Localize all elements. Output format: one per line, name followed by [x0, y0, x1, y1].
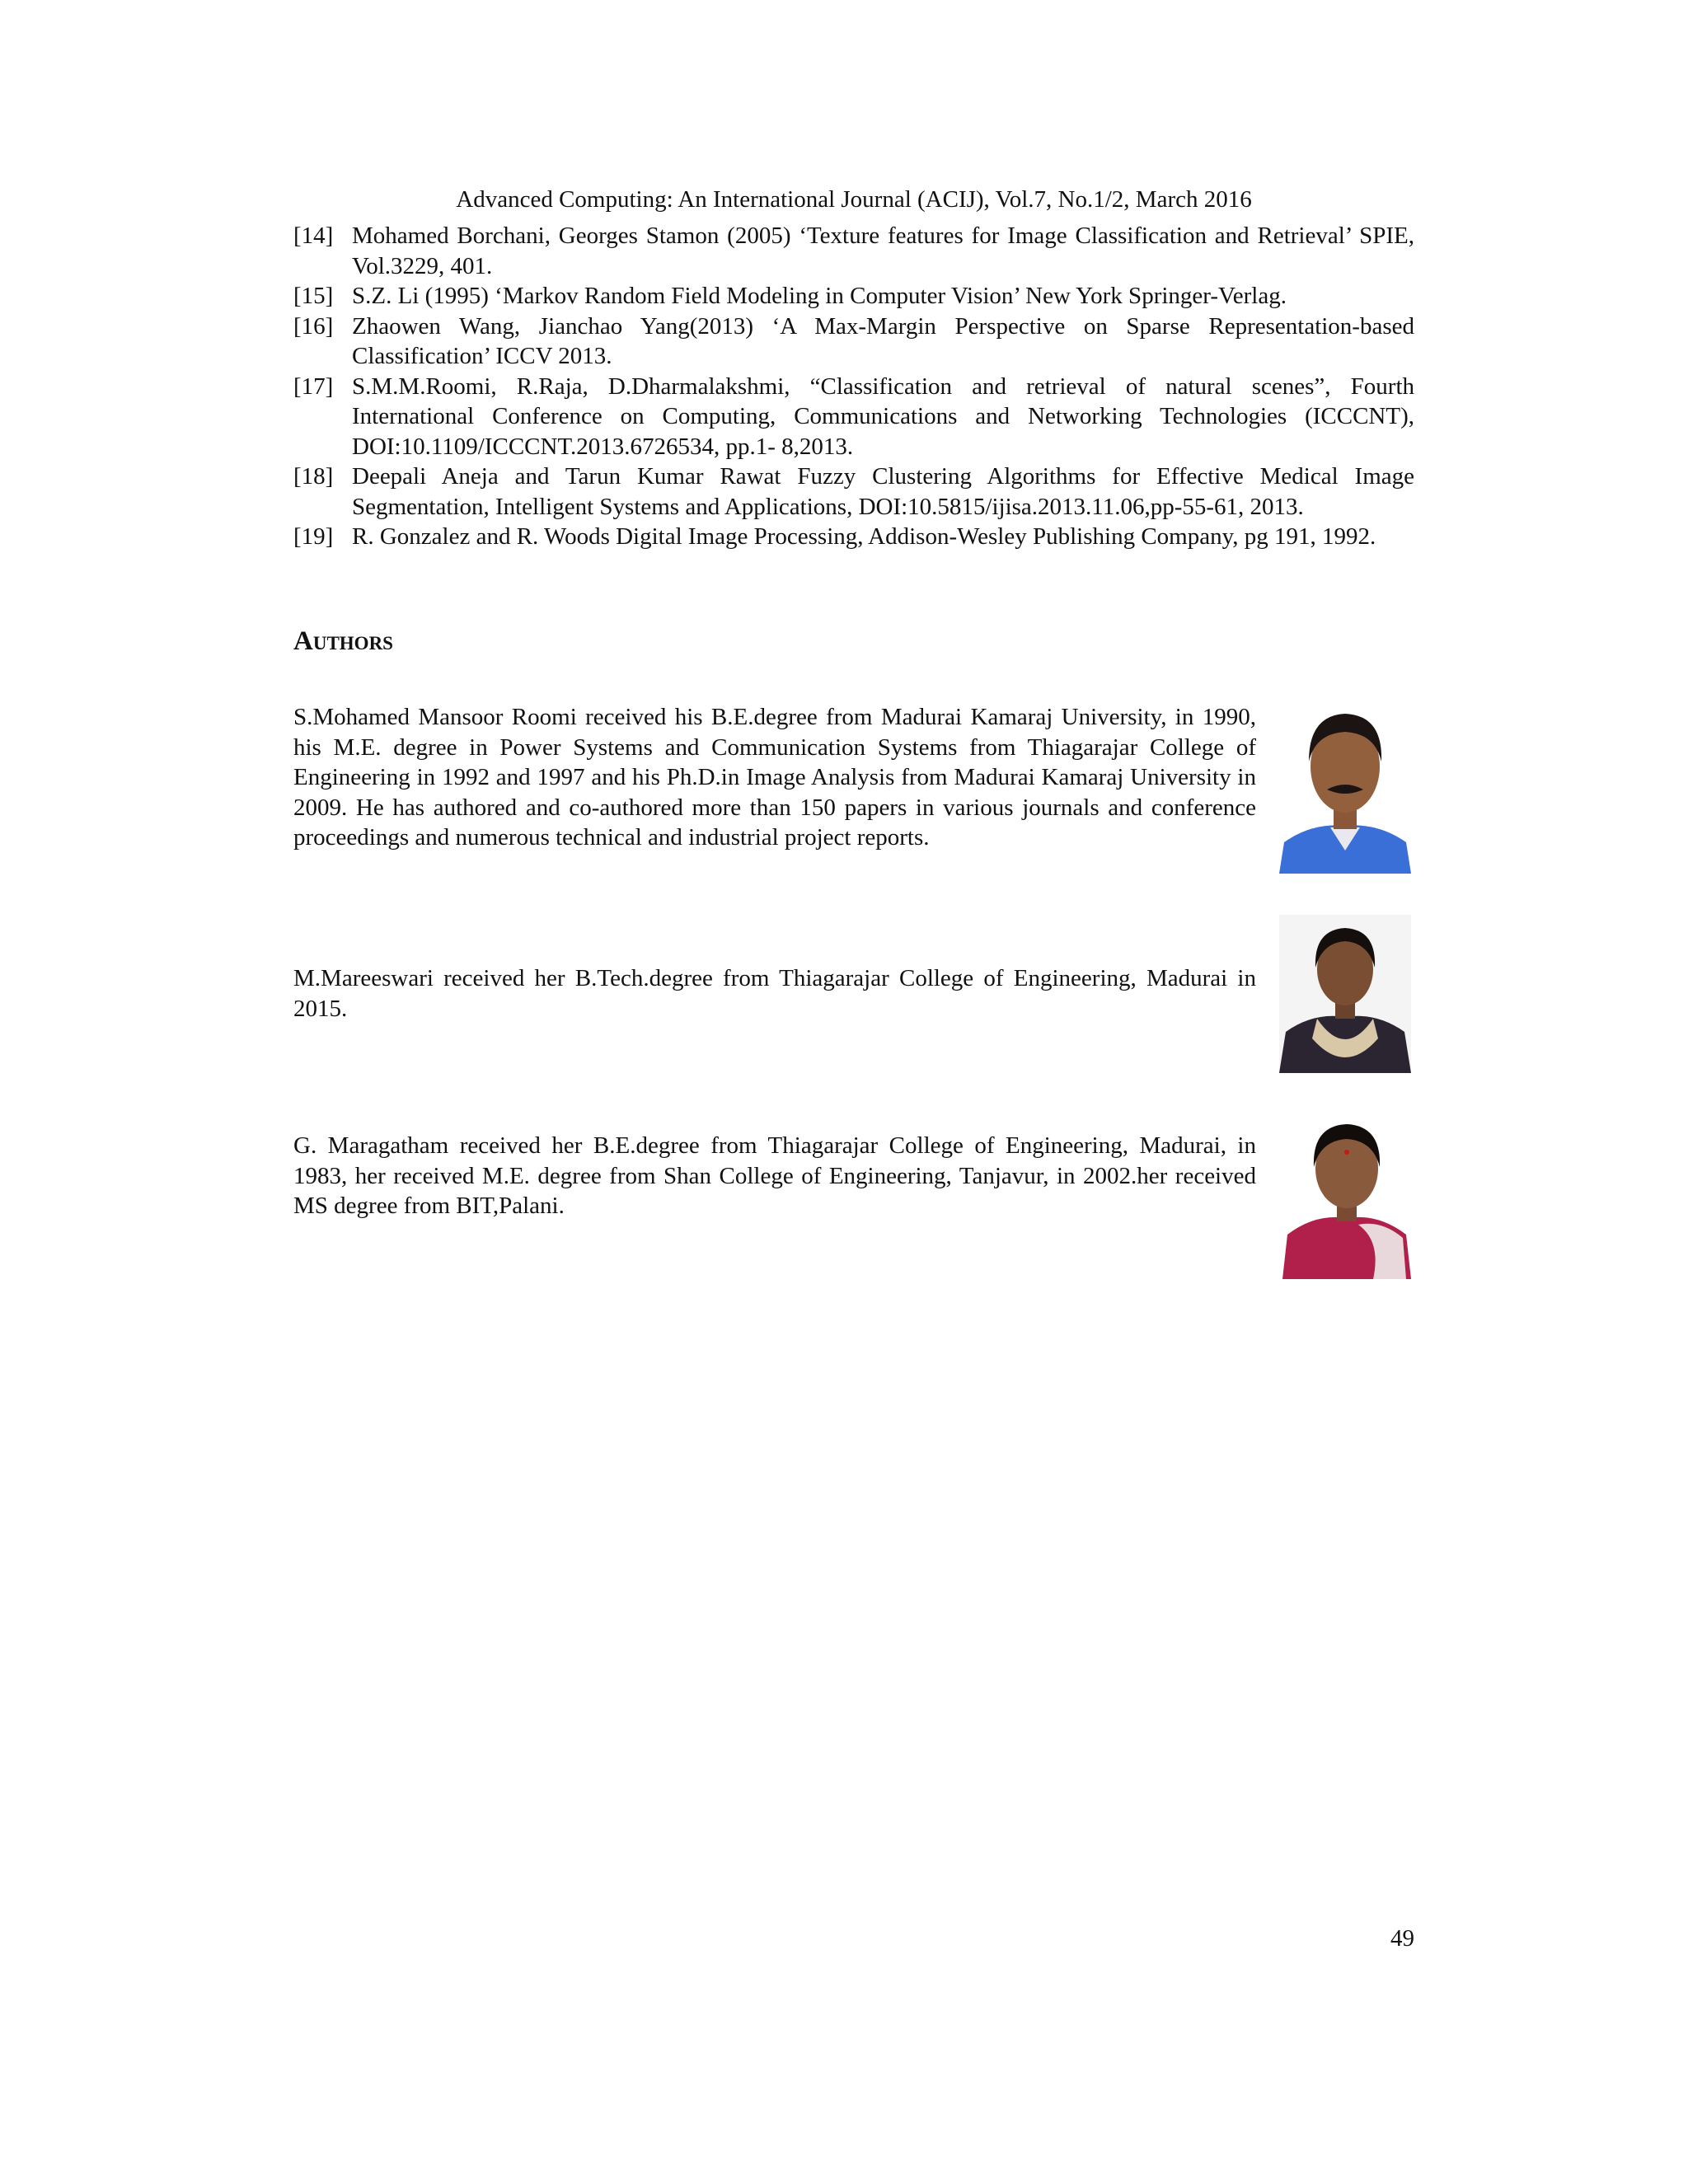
- reference-number: [14]: [293, 223, 334, 249]
- reference-text: Mohamed Borchani, Georges Stamon (2005) ‘Texture features for Image Classification and Retrieval’ SPIE, Vol.3229, 401.: [352, 223, 1414, 279]
- reference-text: R. Gonzalez and R. Woods Digital Image Processing, Addison-Wesley Publishing Company, pg 191, 1992.: [352, 523, 1376, 550]
- reference-item: [293, 372, 1414, 462]
- reference-item: [293, 522, 1414, 552]
- author-photo-mareeswari: [1279, 915, 1411, 1073]
- reference-text: S.M.M.Roomi, R.Raja, D.Dharmalakshmi, “Classification and retrieval of natural scenes”, Fourth International Conference on Computing, Communications and Networking Technologies (ICCCNT), DOI:10.1109/ICCCNT.2013.6726534, pp.1- 8,2013.: [352, 373, 1414, 460]
- reference-text: Zhaowen Wang, Jianchao Yang(2013) ‘A Max-Margin Perspective on Sparse Representation-based Classification’ ICCV 2013.: [352, 312, 1414, 369]
- reference-item: [293, 462, 1414, 522]
- reference-item: [293, 281, 1414, 312]
- author-bio-roomi: S.Mohamed Mansoor Roomi received his B.E.degree from Madurai Kamaraj University, in 1990, his M.E. degree in Power Systems and Communication Systems from Thiagarajar College of Engineering in 1992 and 1997 and his Ph.D.in Image Analysis from Madurai Kamaraj University in 2009. He has authored and co-authored more than 150 papers in various journals and conference proceedings and numerous technical and industrial project reports.: [293, 704, 1256, 851]
- reference-number: [16]: [293, 312, 334, 340]
- reference-number: [18]: [293, 463, 334, 490]
- author-bio-maragatham: G. Maragatham received her B.E.degree from Thiagarajar College of Engineering, Madurai, in 1983, her received M.E. degree from Shan College of Engineering, Tanjavur, in 2002.her received MS degree from BIT,Palani.: [293, 1132, 1256, 1219]
- photo-bindi: [1344, 1150, 1349, 1155]
- reference-text: Deepali Aneja and Tarun Kumar Rawat Fuzzy Clustering Algorithms for Effective Medical Image Segmentation, Intelligent Systems and Applications, DOI:10.5815/ijisa.2013.11.06,pp-55-61, 2013.: [352, 463, 1414, 520]
- author-photo-roomi: [1279, 697, 1411, 874]
- reference-text: S.Z. Li (1995) ‘Markov Random Field Modeling in Computer Vision’ New York Springer-Verlag.: [352, 283, 1287, 309]
- authors-heading: Authors: [293, 626, 393, 656]
- page-number: 49: [1390, 1925, 1414, 1952]
- running-head: Advanced Computing: An International Journal (ACIJ), Vol.7, No.1/2, March 2016: [456, 186, 1252, 213]
- reference-number: [17]: [293, 373, 334, 400]
- reference-item: [293, 221, 1414, 281]
- reference-number: [19]: [293, 523, 334, 550]
- author-bio-mareeswari: M.Mareeswari received her B.Tech.degree from Thiagarajar College of Engineering, Madurai in 2015.: [293, 965, 1256, 1022]
- author-photo-maragatham: [1282, 1109, 1411, 1279]
- reference-item: [293, 312, 1414, 372]
- reference-number: [15]: [293, 283, 334, 309]
- reference-list: [293, 221, 1414, 552]
